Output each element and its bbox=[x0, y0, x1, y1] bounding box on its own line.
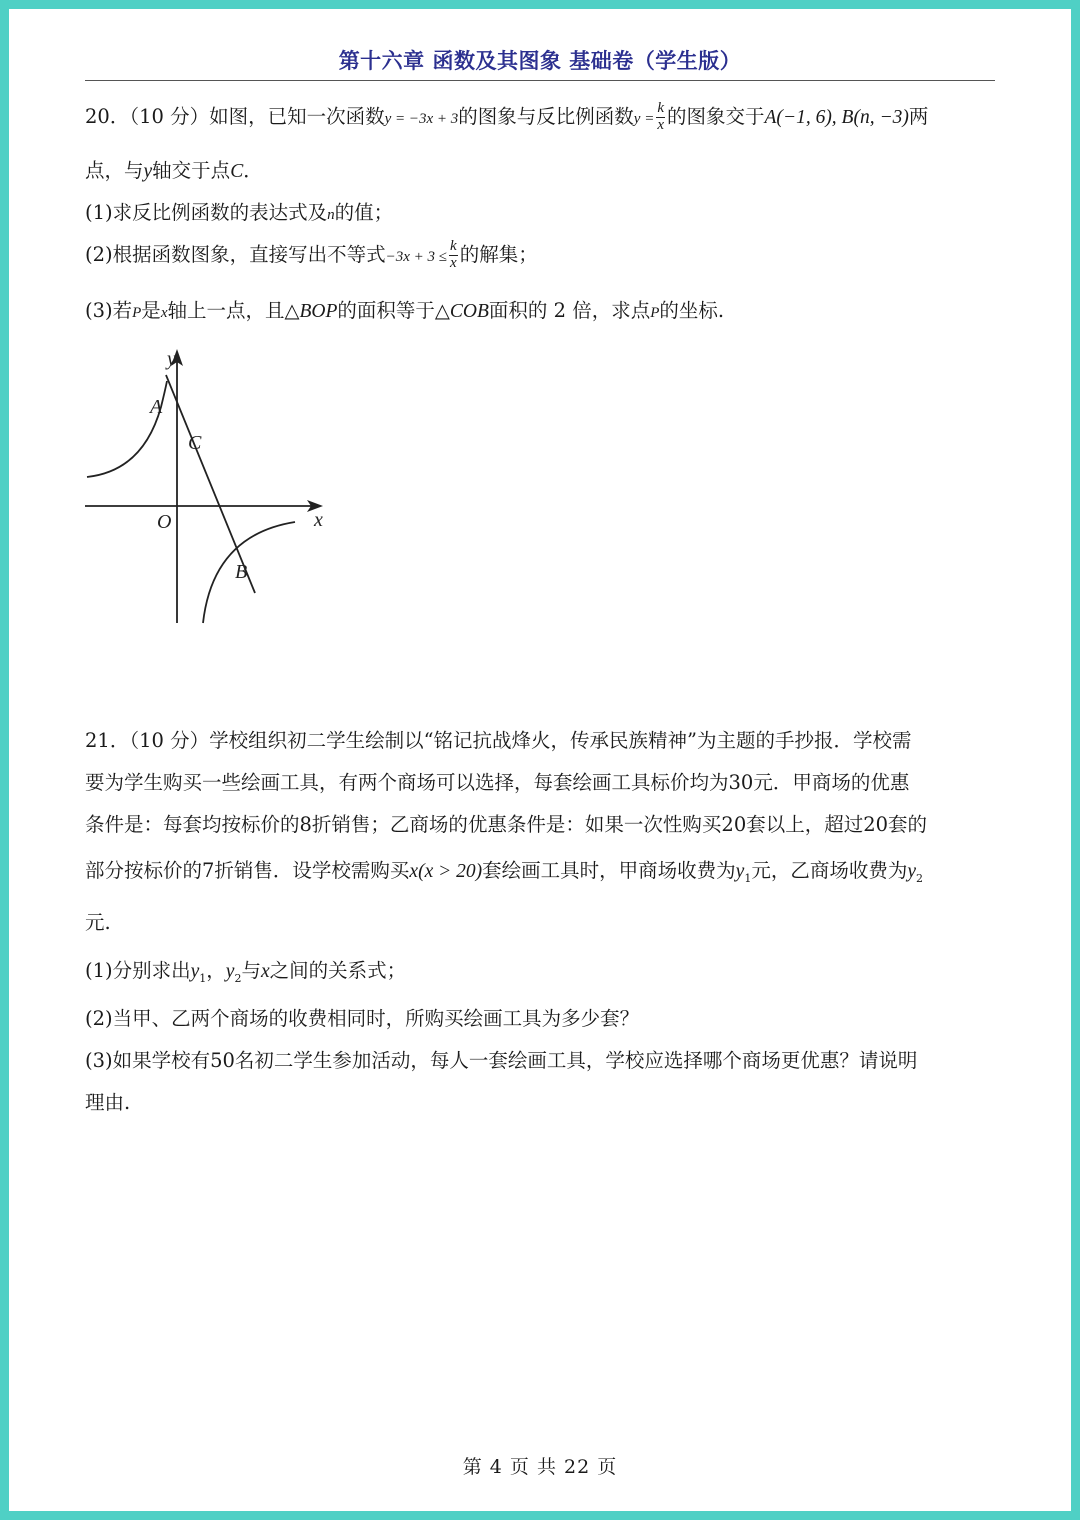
q21-line-2: 要为学生购买一些绘画工具，有两个商场可以选择，每套绘画工具标价均为30元．甲商场的优惠 bbox=[85, 771, 910, 794]
fraction-k-over-x-2: $\frac{k}{x}$ bbox=[450, 238, 457, 271]
q21-line-3: 条件是：每套均按标价的8折销售；乙商场的优惠条件是：如果一次性购买20套以上，超过20套的 bbox=[85, 813, 928, 836]
q21-line-5: 元. bbox=[85, 911, 111, 934]
q20-part-3: (3)若P是x轴上一点，且△BOP的面积等于△COB面积的 2 倍，求点P的坐标. bbox=[85, 299, 725, 322]
q21-part-2: (2)当甲、乙两个商场的收费相同时，所购买绘画工具为多少套？ bbox=[85, 1007, 640, 1030]
label-y: y bbox=[167, 348, 176, 370]
page-footer: 第 4 页 共 22 页 bbox=[462, 1456, 618, 1478]
fraction-k-over-x: $\frac{k}{x}$ bbox=[657, 100, 664, 133]
q20-line-1: 20．（10 分）如图，已知一次函数y = −3x + 3的图象与反比例函数y = $\frac{k}{x}$ 的图象交于A(−1, 6), B(n, −3)两 bbox=[85, 100, 929, 133]
q21-part-3-line-1: (3)如果学校有50名初二学生参加活动，每人一套绘画工具，学校应选择哪个商场更优惠？请说明 bbox=[85, 1049, 918, 1072]
q21-line-4: 部分按标价的7折销售．设学校需购买x(x > 20)套绘画工具时，甲商场收费为$y_1$元，乙商场收费为$y_2$ bbox=[85, 859, 923, 885]
page-header-title: 第十六章 函数及其图象 基础卷（学生版） bbox=[338, 49, 742, 73]
label-x: x bbox=[314, 509, 323, 531]
hyperbola-branch-lower-right bbox=[203, 522, 295, 623]
label-origin: O bbox=[157, 511, 172, 533]
graph-svg bbox=[85, 339, 335, 629]
q21-part-3-line-2: 理由. bbox=[85, 1091, 131, 1114]
q20-part-1: (1)求反比例函数的表达式及n的值； bbox=[85, 201, 394, 224]
label-point-a: A bbox=[150, 396, 163, 418]
q21-line-1: 21．（10 分）学校组织初二学生绘制以“铭记抗战烽火，传承民族精神”为主题的手抄报．学校需 bbox=[85, 729, 912, 752]
header-divider bbox=[85, 80, 995, 81]
q20-function-graph bbox=[85, 339, 335, 629]
label-point-b: B bbox=[235, 561, 248, 583]
q20-part-2: (2)根据函数图象，直接写出不等式−3x + 3 ≤ $\frac{k}{x}$ 的解集； bbox=[85, 238, 538, 271]
label-point-c: C bbox=[188, 432, 202, 454]
q20-line-2: 点，与y轴交于点C． bbox=[85, 159, 263, 182]
q21-part-1: (1)分别求出$y_1$，$y_2$与x之间的关系式； bbox=[85, 959, 407, 985]
